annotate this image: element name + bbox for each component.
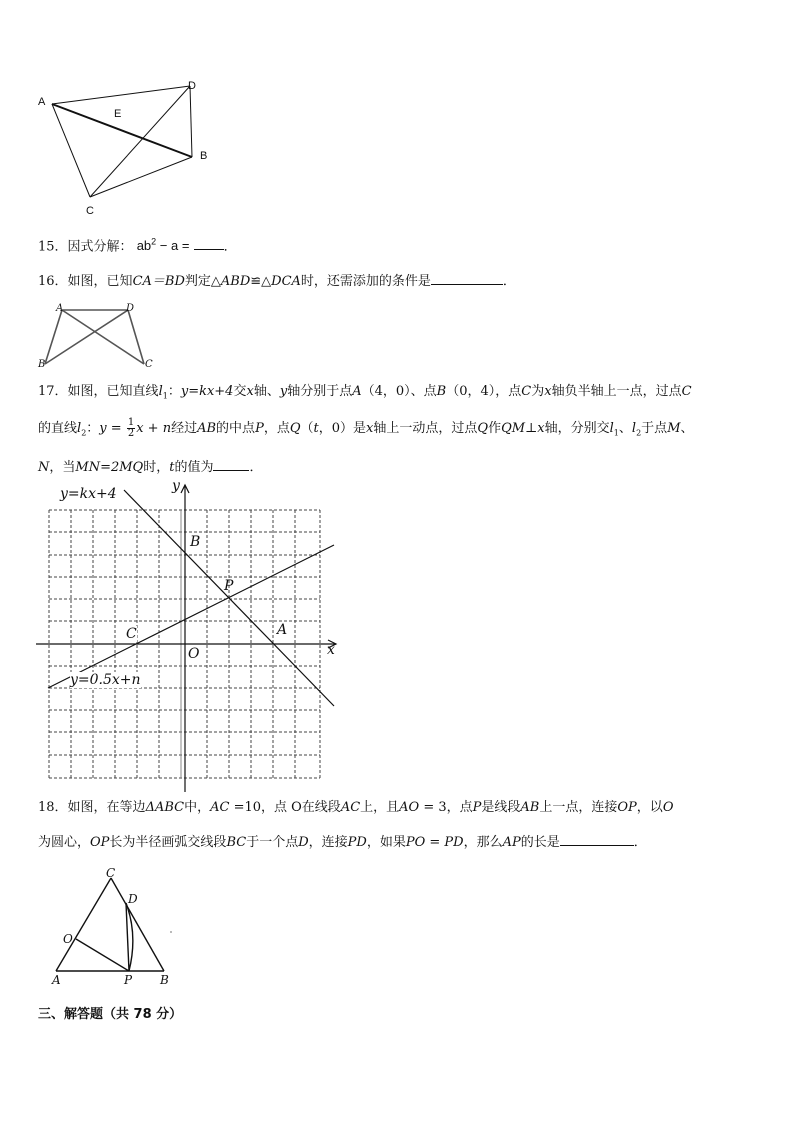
denominator: 2 <box>127 428 135 439</box>
fig-label-c: C <box>145 359 153 370</box>
end-punct: ． <box>633 835 647 850</box>
graph-point-b: B <box>190 534 201 550</box>
text: 、 <box>618 421 632 436</box>
graph-point-a: A <box>277 622 288 638</box>
var: AC <box>210 800 230 815</box>
question-number: 15． <box>38 239 68 255</box>
var: l <box>631 421 637 436</box>
text: 时，还需添加的条件是 <box>300 274 431 289</box>
fig-label-p: P <box>124 973 133 987</box>
text: ： <box>167 384 181 399</box>
triangle-2: DCA <box>271 274 301 289</box>
var: l <box>77 421 82 436</box>
text: ，如果 <box>366 835 406 850</box>
text: 轴上一动点，过点 <box>373 421 478 436</box>
answer-blank[interactable] <box>560 833 634 846</box>
sub: 2 <box>636 428 642 438</box>
text: 时， <box>143 460 170 475</box>
text: 的值为 <box>174 460 214 475</box>
var: l <box>609 421 614 436</box>
expression <box>137 238 190 253</box>
text: 是线段 <box>481 800 521 815</box>
graph-y-axis-label: y <box>172 478 180 494</box>
congruent-symbol: ≌△ <box>250 274 272 289</box>
end-punct: ． <box>249 460 263 475</box>
fig-label-a: A <box>52 973 61 987</box>
var: OP <box>617 800 637 815</box>
text: 上一点，连接 <box>539 800 618 815</box>
var: x <box>544 384 552 399</box>
var: C <box>681 384 692 399</box>
text: （4，0）、点 <box>361 384 437 399</box>
var: A <box>352 384 362 399</box>
text: 轴，分别交 <box>544 421 610 436</box>
sub: 2 <box>81 428 87 438</box>
graph-x-axis-label: x <box>327 642 335 658</box>
var: O <box>662 800 674 815</box>
text: 、 <box>680 421 694 436</box>
fig-label-e: E <box>114 108 122 120</box>
text: 轴负半轴上一点，过点 <box>551 384 682 399</box>
text: 轴、 <box>253 384 280 399</box>
var: D <box>298 835 309 850</box>
answer-blank[interactable] <box>431 272 503 285</box>
text: 轴分别于点 <box>287 384 353 399</box>
figure-q16 <box>36 302 156 372</box>
var: AO <box>399 800 420 815</box>
text: 中， <box>184 800 211 815</box>
graph-point-p: P <box>224 578 234 594</box>
text: ，点 <box>263 421 290 436</box>
graph-eq2-label: y=0.5x+n <box>70 672 141 688</box>
text: 长为半径画弧交线段 <box>109 835 227 850</box>
var: AC <box>340 800 361 815</box>
sub: 1 <box>162 391 168 401</box>
text: ： <box>86 421 100 436</box>
var: P <box>472 800 482 815</box>
answer-blank[interactable] <box>194 237 224 250</box>
fig-label-d: D <box>128 892 138 906</box>
question-17-line-2 <box>38 418 694 442</box>
fig-label-o: O <box>63 932 73 946</box>
question-17-line-3 <box>38 458 263 476</box>
question-15 <box>38 234 237 255</box>
condition: MN=2MQ <box>75 460 144 475</box>
text: 的直线 <box>38 421 78 436</box>
var: t <box>313 421 319 436</box>
fig-label-b: B <box>160 973 169 987</box>
var: x <box>246 384 254 399</box>
equation: y=kx+4 <box>180 384 234 399</box>
question-number: 17． <box>38 384 68 399</box>
text: （0，4），点 <box>446 384 522 399</box>
text: 的长是 <box>520 835 560 850</box>
text: = <box>106 421 126 436</box>
var: AB <box>520 800 540 815</box>
fig-label-a: A <box>56 303 64 314</box>
graph-origin-o: O <box>188 646 200 662</box>
figure-q17-graph <box>36 480 346 792</box>
var: l <box>158 384 163 399</box>
var: AB <box>197 421 217 436</box>
text: 如图，已知直线 <box>67 384 159 399</box>
text: ，0）是 <box>318 421 367 436</box>
var: QM⊥x <box>501 421 545 436</box>
var: x <box>366 421 374 436</box>
end-punct: ． <box>502 274 516 289</box>
var: y <box>279 384 288 399</box>
section-heading: 三、解答题（共 78 分） <box>38 1007 183 1022</box>
figure-quadrilateral-abcd <box>30 75 220 225</box>
question-17-line-1 <box>38 384 692 405</box>
graph-point-c: C <box>126 626 137 642</box>
question-number: 16． <box>38 274 68 289</box>
fig-label-c: C <box>86 205 94 217</box>
var: C <box>521 384 532 399</box>
text: ，那么 <box>463 835 503 850</box>
fig-label-c: C <box>106 866 116 880</box>
fig-label-d: D <box>188 80 196 92</box>
numerator: 1 <box>127 417 135 428</box>
figure-q18-triangle <box>46 870 186 980</box>
triangle: ΔABC <box>145 800 185 815</box>
var: M <box>667 421 681 436</box>
text: 如图，在等边 <box>67 800 146 815</box>
text: = 3，点 <box>419 800 473 815</box>
text: 经过 <box>171 421 198 436</box>
triangle-1: ABD <box>220 274 251 289</box>
var: BC <box>226 835 247 850</box>
expr-base: ab <box>136 238 152 254</box>
text: 于一个点 <box>246 835 299 850</box>
text: =10，点 O在线段 <box>229 800 341 815</box>
fig-label-a: A <box>38 96 46 108</box>
question-number: 18． <box>38 800 68 815</box>
text: 为圆心， <box>38 835 91 850</box>
expr-rest: − a = <box>156 238 190 254</box>
text: 为 <box>531 384 545 399</box>
condition: CA＝BD <box>132 274 185 289</box>
sub: 1 <box>613 428 619 438</box>
var: PD <box>347 835 367 850</box>
text: 于点 <box>641 421 668 436</box>
text: （ <box>300 421 314 436</box>
text: ，当 <box>49 460 76 475</box>
fig-label-b: B <box>200 150 208 162</box>
var: AP <box>502 835 521 850</box>
var: Q <box>289 421 301 436</box>
text: 上，且 <box>360 800 400 815</box>
fraction <box>127 418 135 439</box>
condition: PO = PD <box>405 835 464 850</box>
text: 的中点 <box>216 421 256 436</box>
graph-eq1-label: y=kx+4 <box>60 486 117 502</box>
expr-exponent: 2 <box>151 237 157 247</box>
equation-rest: x + n <box>136 421 172 436</box>
text: 作 <box>488 421 502 436</box>
text: 如图，已知 <box>67 274 133 289</box>
var: B <box>436 384 447 399</box>
text: ，以 <box>636 800 663 815</box>
var: OP <box>90 835 110 850</box>
var: Q <box>477 421 489 436</box>
var: t <box>169 460 175 475</box>
question-18-line-1 <box>38 800 673 816</box>
fig-label-b: B <box>38 359 46 370</box>
question-18-line-2 <box>38 833 647 851</box>
text: 判定△ <box>184 274 221 289</box>
var: y <box>99 421 107 436</box>
var: N <box>38 460 50 475</box>
text: ，连接 <box>308 835 348 850</box>
answer-blank[interactable] <box>213 458 249 471</box>
var: P <box>255 421 264 436</box>
question-16 <box>38 272 516 290</box>
text: 交 <box>233 384 247 399</box>
end-punct: ． <box>223 239 237 255</box>
fig-label-d: D <box>126 303 135 314</box>
question-text: 因式分解： <box>67 239 133 255</box>
